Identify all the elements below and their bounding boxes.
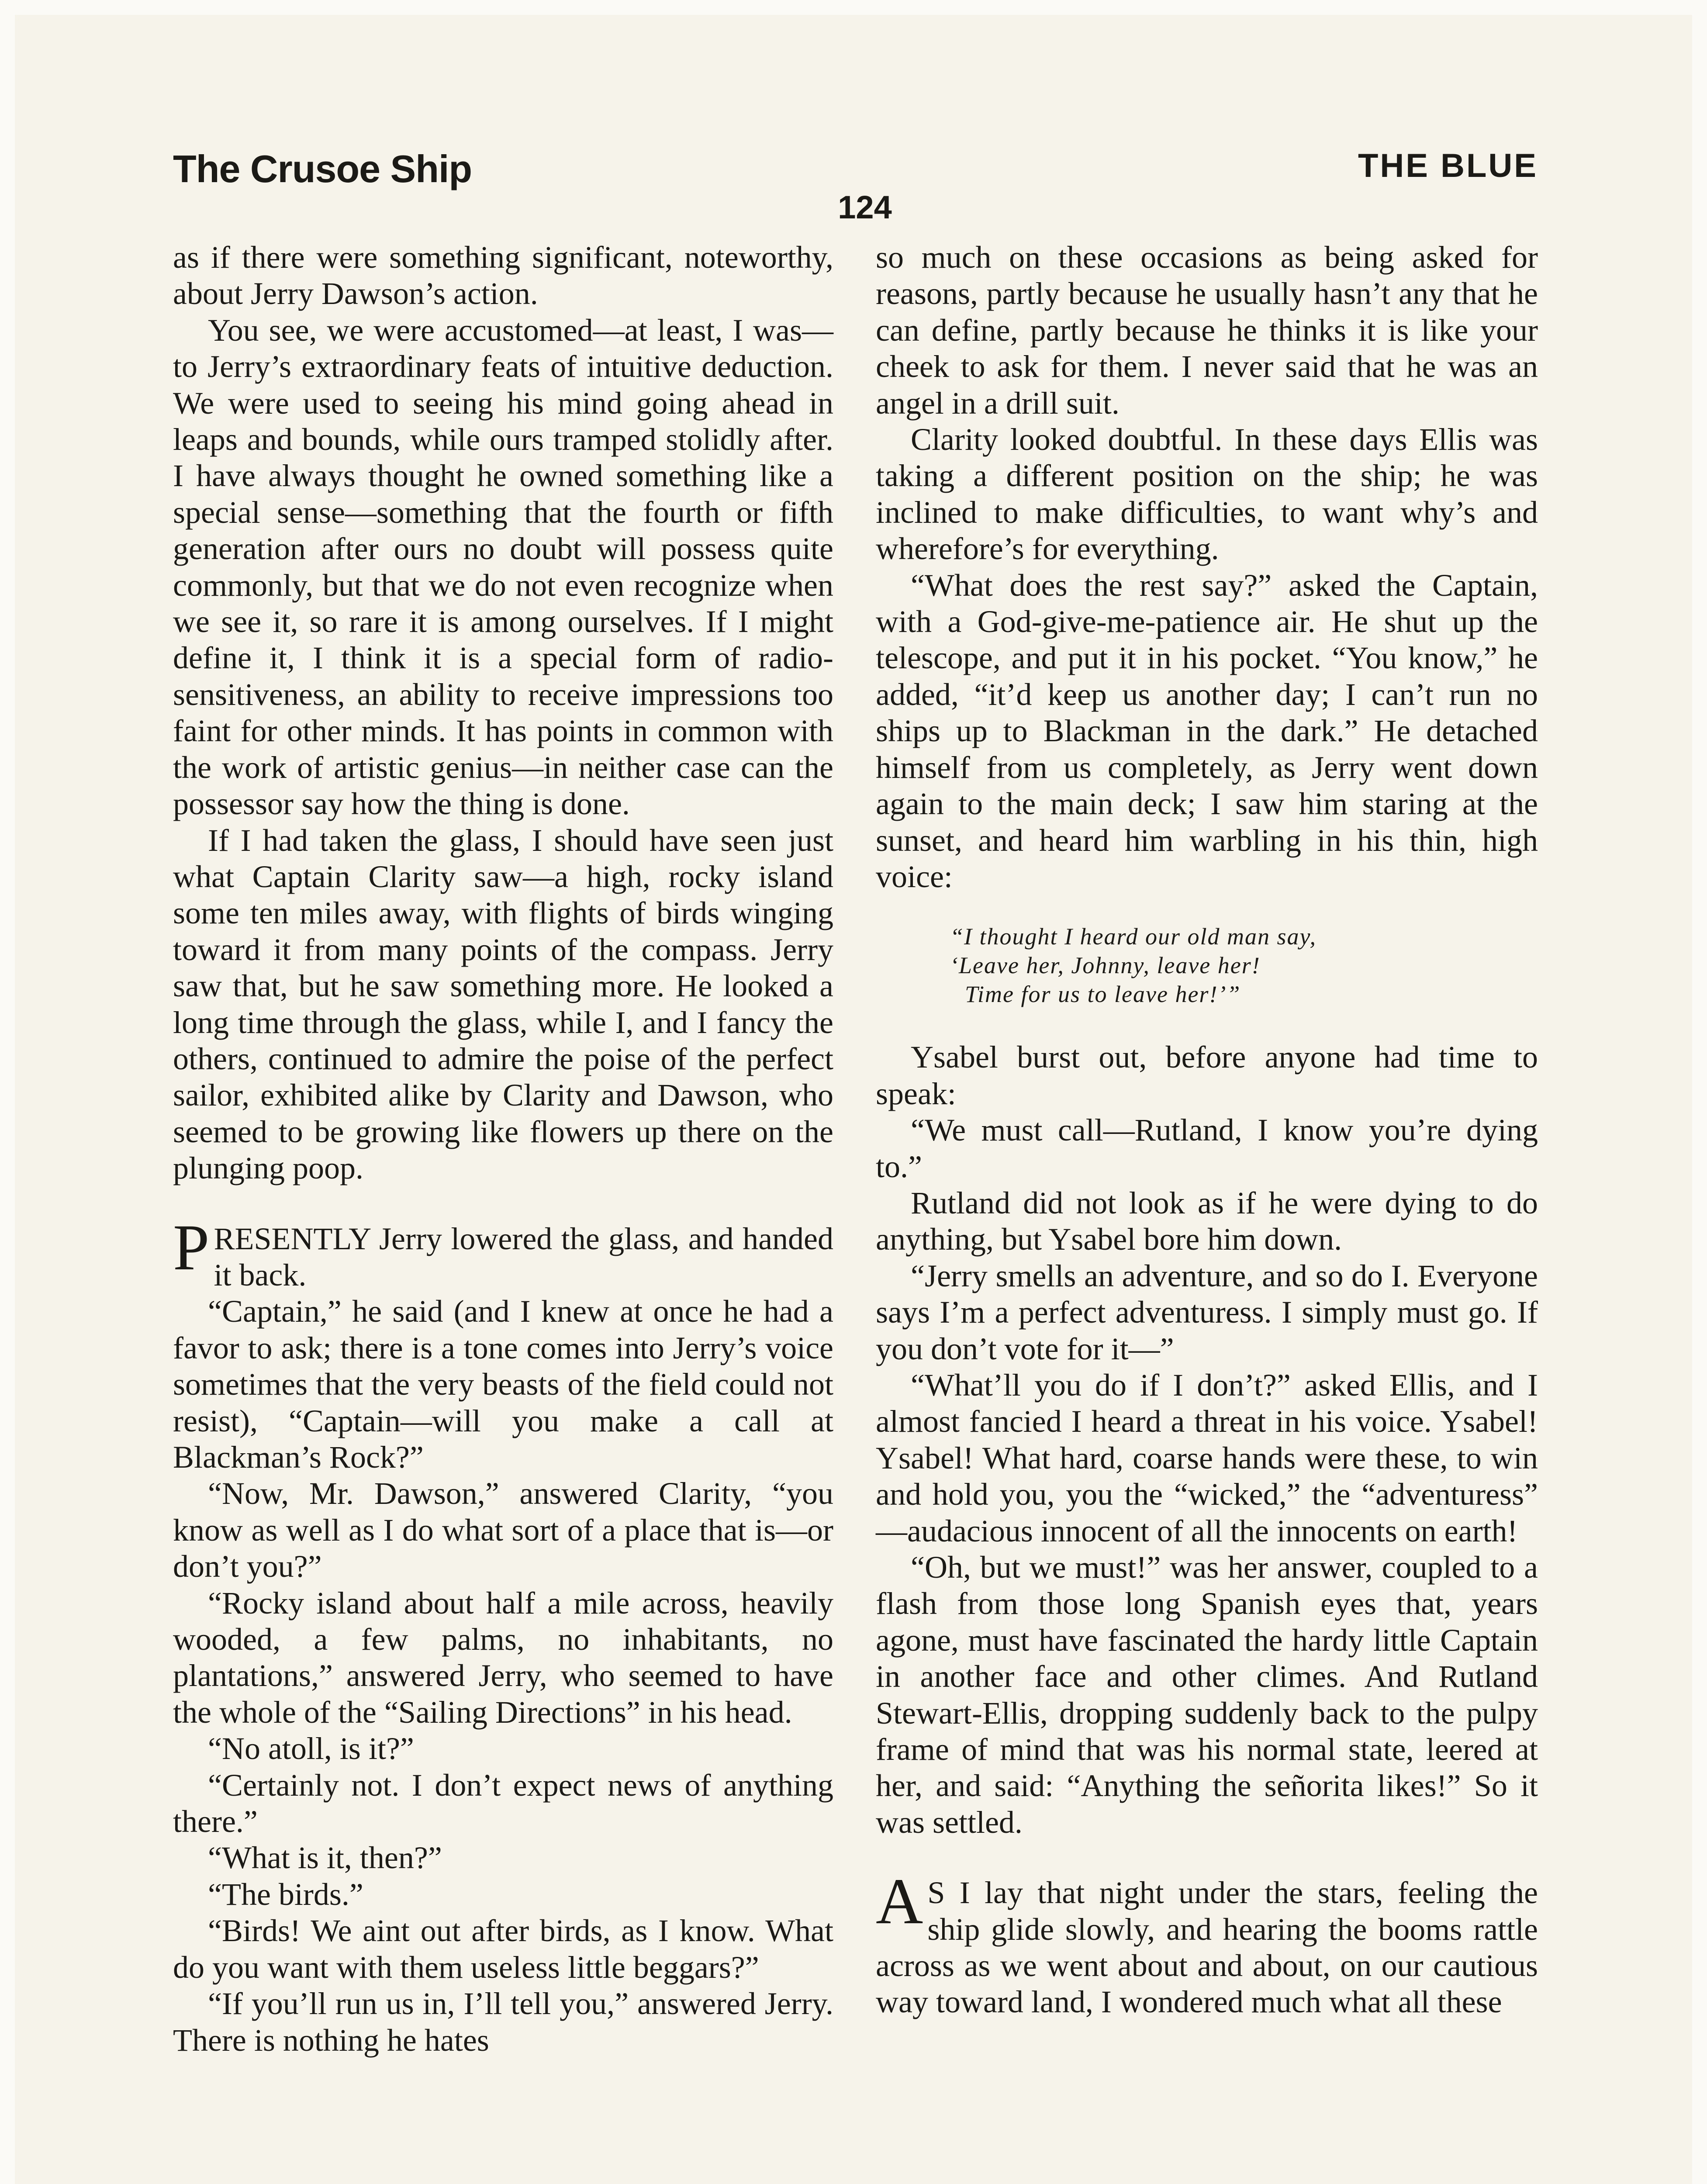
section-break [173, 1187, 833, 1221]
paragraph: so much on these occasions as being asked for reasons, partly because he usually hasn’t any that he can define, partly because he thinks it is like your cheek to ask for them. I never said that he was an angel in a drill suit. [876, 240, 1538, 421]
paragraph: Rutland did not look as if he were dying to do anything, but Ysabel bore him down. [876, 1185, 1538, 1257]
paragraph: If I had taken the glass, I should have seen just what Captain Clarity saw—a high, rocky island some ten miles away, with flights of birds winging toward it from many points of the compass. Jerry saw that, but he saw something more. He looked a long time through the glass, while I, and I fancy the others, continued to admire the poise of the perfect sailor, exhibited alike by Clarity and Dawson, who seemed to be growing like flowers up there on the plunging poop. [173, 822, 833, 1186]
paragraph: as if there were something significant, noteworthy, about Jerry Dawson’s action. [173, 240, 833, 311]
paragraph: “Captain,” he said (and I knew at once he had a favor to ask; there is a tone comes into Jerry’s voice sometimes that the very beasts of the field could not resist), “Captain—will you make a call at Blackman’s Rock?” [173, 1294, 833, 1475]
paragraph: “What is it, then?” [208, 1840, 442, 1876]
paragraph: “Certainly not. I don’t expect news of anything there.” [173, 1767, 833, 1839]
verse-line: ‘Leave her, Johnny, leave her! [950, 952, 1261, 979]
paragraph-text: S I lay that night under the stars, feeling the ship glide slowly, and hearing the booms rattle across as we went about and about, on our cautious way toward land, I wondered much what all these [876, 1875, 1538, 2020]
drop-cap: A [876, 1865, 923, 1938]
page-number: 124 [838, 189, 892, 225]
paragraph: “What does the rest say?” asked the Captain, with a God-give-me-patience air. He shut up the telescope, and put it in his pocket. “You know,” he added, “it’d keep us another day; I can’t run no ships up to Blackman in the dark.” He detached himself from us completely, as Jerry went down again to the main deck; I saw him staring at the sunset, and heard him warbling in his thin, high voice: [876, 567, 1538, 894]
paragraph: “Birds! We aint out after birds, as I know. What do you want with them useless little beggars?” [173, 1913, 833, 1985]
paragraph: “We must call—Rutland, I know you’re dying to.” [876, 1113, 1538, 1184]
verse-line: Time for us to leave her!’” [965, 981, 1241, 1008]
paragraph: You see, we were accustomed—at least, I was—to Jerry’s extraordinary feats of intuitive deduction. We were used to seeing his mind going ahead in leaps and bounds, while ours tramped stolidly after. I have always thought he owned something like a special sense—something that the fourth or fifth generation after ours no doubt will possess quite commonly, but that we do not even recognize when we see it, so rare it is among ourselves. If I might define it, I think it is a special form of radio-sensitiveness, an ability to receive impressions too faint for other minds. It has points in common with the work of artistic genius—in neither case can the possessor say how the thing is done. [173, 312, 833, 822]
paragraph: Clarity looked doubtful. In these days Ellis was taking a different position on the ship; he was inclined to make difficulties, to want why’s and wherefore’s for everything. [876, 422, 1538, 567]
paragraph-text: RESENTLY Jerry lowered the glass, and handed it back. [214, 1221, 833, 1292]
paragraph: Ysabel burst out, before anyone had time to speak: [876, 1040, 1538, 1111]
right-column [876, 239, 1538, 2021]
paragraph: “Now, Mr. Dawson,” answered Clarity, “you know as well as I do what sort of a place that is—or don’t you?” [173, 1476, 833, 1584]
song-verse [950, 922, 1538, 1009]
drop-cap: P [173, 1211, 210, 1284]
paragraph: “If you’ll run us in, I’ll tell you,” answered Jerry. There is nothing he hates [173, 1986, 833, 2058]
magazine-name: THE BLUE [1358, 147, 1538, 184]
left-column [173, 239, 833, 2059]
paragraph: “The birds.” [208, 1876, 363, 1912]
paragraph: “Rocky island about half a mile across, heavily wooded, a few palms, no inhabitants, no plantations,” answered Jerry, who seemed to have the whole of the “Sailing Directions” in his head. [173, 1585, 833, 1730]
running-title: The Crusoe Ship [173, 147, 472, 190]
section-opening-paragraph [876, 1865, 1538, 2021]
section-break [876, 1841, 1538, 1875]
paragraph: “What’ll you do if I don’t?” asked Ellis, and I almost fancied I heard a threat in his voice. Ysabel! Ysabel! What hard, coarse hands were these, to win and hold you, you the “wicked,” the “adventuress” —audacious innocent of all the innocents on earth! [876, 1367, 1538, 1548]
section-opening-paragraph [173, 1211, 833, 1294]
paragraph: “Oh, but we must!” was her answer, coupled to a flash from those long Spanish eyes that, years agone, must have fascinated the hardy little Captain in another face and other climes. And Rutland Stewart-Ellis, dropping suddenly back to the pulpy frame of mind that was his normal state, leered at her, and said: “Anything the señorita likes!” So it was settled. [876, 1550, 1538, 1840]
paragraph: “Jerry smells an adventure, and so do I. Everyone says I’m a perfect adventuress. I simply must go. If you don’t vote for it—” [876, 1258, 1538, 1366]
verse-line: “I thought I heard our old man say, [950, 923, 1317, 950]
paragraph: “No atoll, is it?” [208, 1731, 414, 1766]
